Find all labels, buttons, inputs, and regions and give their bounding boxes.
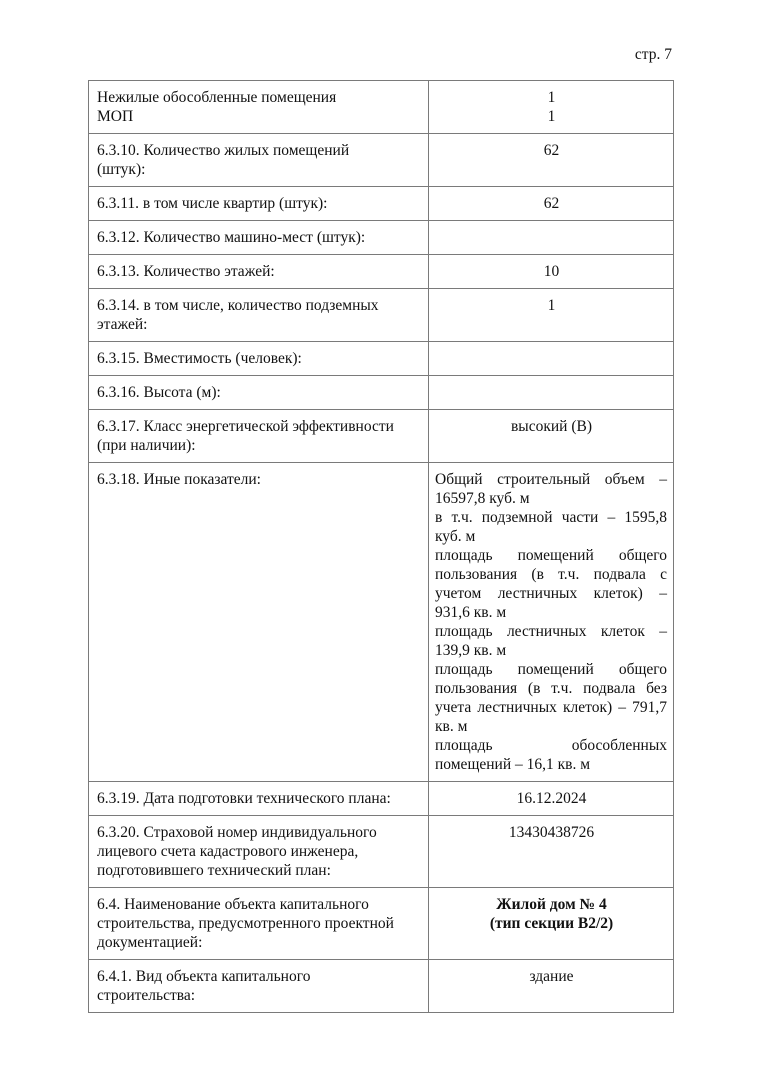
row-value-cell <box>429 187 674 221</box>
row-value-text: площадь лестничных клеток – 139,9 кв. м <box>435 623 667 659</box>
row-label-cell <box>89 134 429 187</box>
table-row <box>89 376 674 410</box>
row-label-text: 6.3.20. Страховой номер индивидуального <box>97 824 377 841</box>
row-label-text: 6.3.19. Дата подготовки технического плана: <box>97 790 391 807</box>
row-label-text: 6.3.17. Класс энергетической эффективности <box>97 418 394 435</box>
row-label-text: 6.3.16. Высота (м): <box>97 384 221 401</box>
row-label-text: лицевого счета кадастрового инженера, <box>97 843 359 860</box>
row-value-cell <box>429 376 674 410</box>
row-label-text: (при наличии): <box>97 437 196 454</box>
row-value-text: здание <box>529 968 574 985</box>
table-row <box>89 342 674 376</box>
row-label-text: подготовившего технический план: <box>97 862 331 879</box>
page-number: стр. 7 <box>634 46 672 63</box>
table-row <box>89 221 674 255</box>
table-row <box>89 782 674 816</box>
row-value-cell <box>429 463 674 782</box>
row-value-text: 62 <box>543 195 560 212</box>
row-value-text: площадь помещений общего пользования (в т.ч. подвала с учетом лестничных клеток) – 931,6 кв. м <box>435 547 667 621</box>
row-label-cell <box>89 782 429 816</box>
table-row <box>89 410 674 463</box>
row-label-text: (штук): <box>97 161 146 178</box>
row-label-cell <box>89 816 429 888</box>
row-label-text: 6.3.10. Количество жилых помещений <box>97 142 350 159</box>
row-value-cell <box>429 960 674 1013</box>
row-label-text: 6.4.1. Вид объекта капитального <box>97 968 311 985</box>
row-value-text: площадь помещений общего пользования (в т.ч. подвала без учета лестничных клеток) – 791,7 кв. м <box>435 661 667 735</box>
row-label-cell <box>89 888 429 960</box>
row-label-cell <box>89 463 429 782</box>
row-label-text: 6.3.18. Иные показатели: <box>97 471 261 488</box>
row-label-cell <box>89 221 429 255</box>
row-label-text: Нежилые обособленные помещения <box>97 89 337 106</box>
row-value-text: 1 <box>547 89 556 106</box>
row-value-cell <box>429 134 674 187</box>
row-label-text: 6.3.14. в том числе, количество подземных <box>97 297 379 314</box>
row-value-cell <box>429 888 674 960</box>
row-label-cell <box>89 255 429 289</box>
table-row <box>89 134 674 187</box>
row-value-cell <box>429 342 674 376</box>
row-label-text: 6.4. Наименование объекта капитального <box>97 896 369 913</box>
row-value-text: 10 <box>543 263 560 280</box>
table-row <box>89 888 674 960</box>
row-label-cell <box>89 960 429 1013</box>
row-value-text: в т.ч. подземной части – 1595,8 куб. м <box>435 509 667 545</box>
table-row <box>89 960 674 1013</box>
row-value-text: 1 <box>547 297 556 314</box>
table-row <box>89 289 674 342</box>
table-row <box>89 463 674 782</box>
row-value-cell <box>429 81 674 134</box>
object-name-text: Жилой дом № 4 <box>496 896 607 913</box>
row-label-cell <box>89 342 429 376</box>
row-label-cell <box>89 187 429 221</box>
row-label-cell <box>89 410 429 463</box>
row-label-text: этажей: <box>97 316 148 333</box>
building-parameters-table <box>88 80 674 1013</box>
row-value-text: 62 <box>543 142 560 159</box>
row-value-text: 1 <box>547 108 556 125</box>
row-value-text: высокий (B) <box>510 418 593 435</box>
object-name-text: (тип секции В2/2) <box>489 915 614 932</box>
row-value-cell <box>429 816 674 888</box>
row-label-text: 6.3.13. Количество этажей: <box>97 263 275 280</box>
row-value-cell <box>429 255 674 289</box>
table-row <box>89 255 674 289</box>
table-row <box>89 816 674 888</box>
row-value-text: 13430438726 <box>508 824 595 841</box>
row-value-cell <box>429 289 674 342</box>
table-row <box>89 187 674 221</box>
row-label-text: документацией: <box>97 934 203 951</box>
row-value-cell <box>429 410 674 463</box>
row-value-text: Общий строительный объем – 16597,8 куб. м <box>435 471 667 507</box>
row-value-cell <box>429 221 674 255</box>
row-value-text: 16.12.2024 <box>516 790 587 807</box>
row-label-cell <box>89 81 429 134</box>
row-label-text: строительства: <box>97 987 196 1004</box>
table-row <box>89 81 674 134</box>
row-value-text: площадь обособленных помещений – 16,1 кв. м <box>435 737 667 773</box>
row-label-cell <box>89 289 429 342</box>
row-value-cell <box>429 782 674 816</box>
row-label-cell <box>89 376 429 410</box>
row-label-text: 6.3.12. Количество машино-мест (штук): <box>97 229 366 246</box>
row-label-text: МОП <box>97 108 134 125</box>
row-label-text: 6.3.11. в том числе квартир (штук): <box>97 195 328 212</box>
row-label-text: 6.3.15. Вместимость (человек): <box>97 350 302 367</box>
row-label-text: строительства, предусмотренного проектной <box>97 915 394 932</box>
